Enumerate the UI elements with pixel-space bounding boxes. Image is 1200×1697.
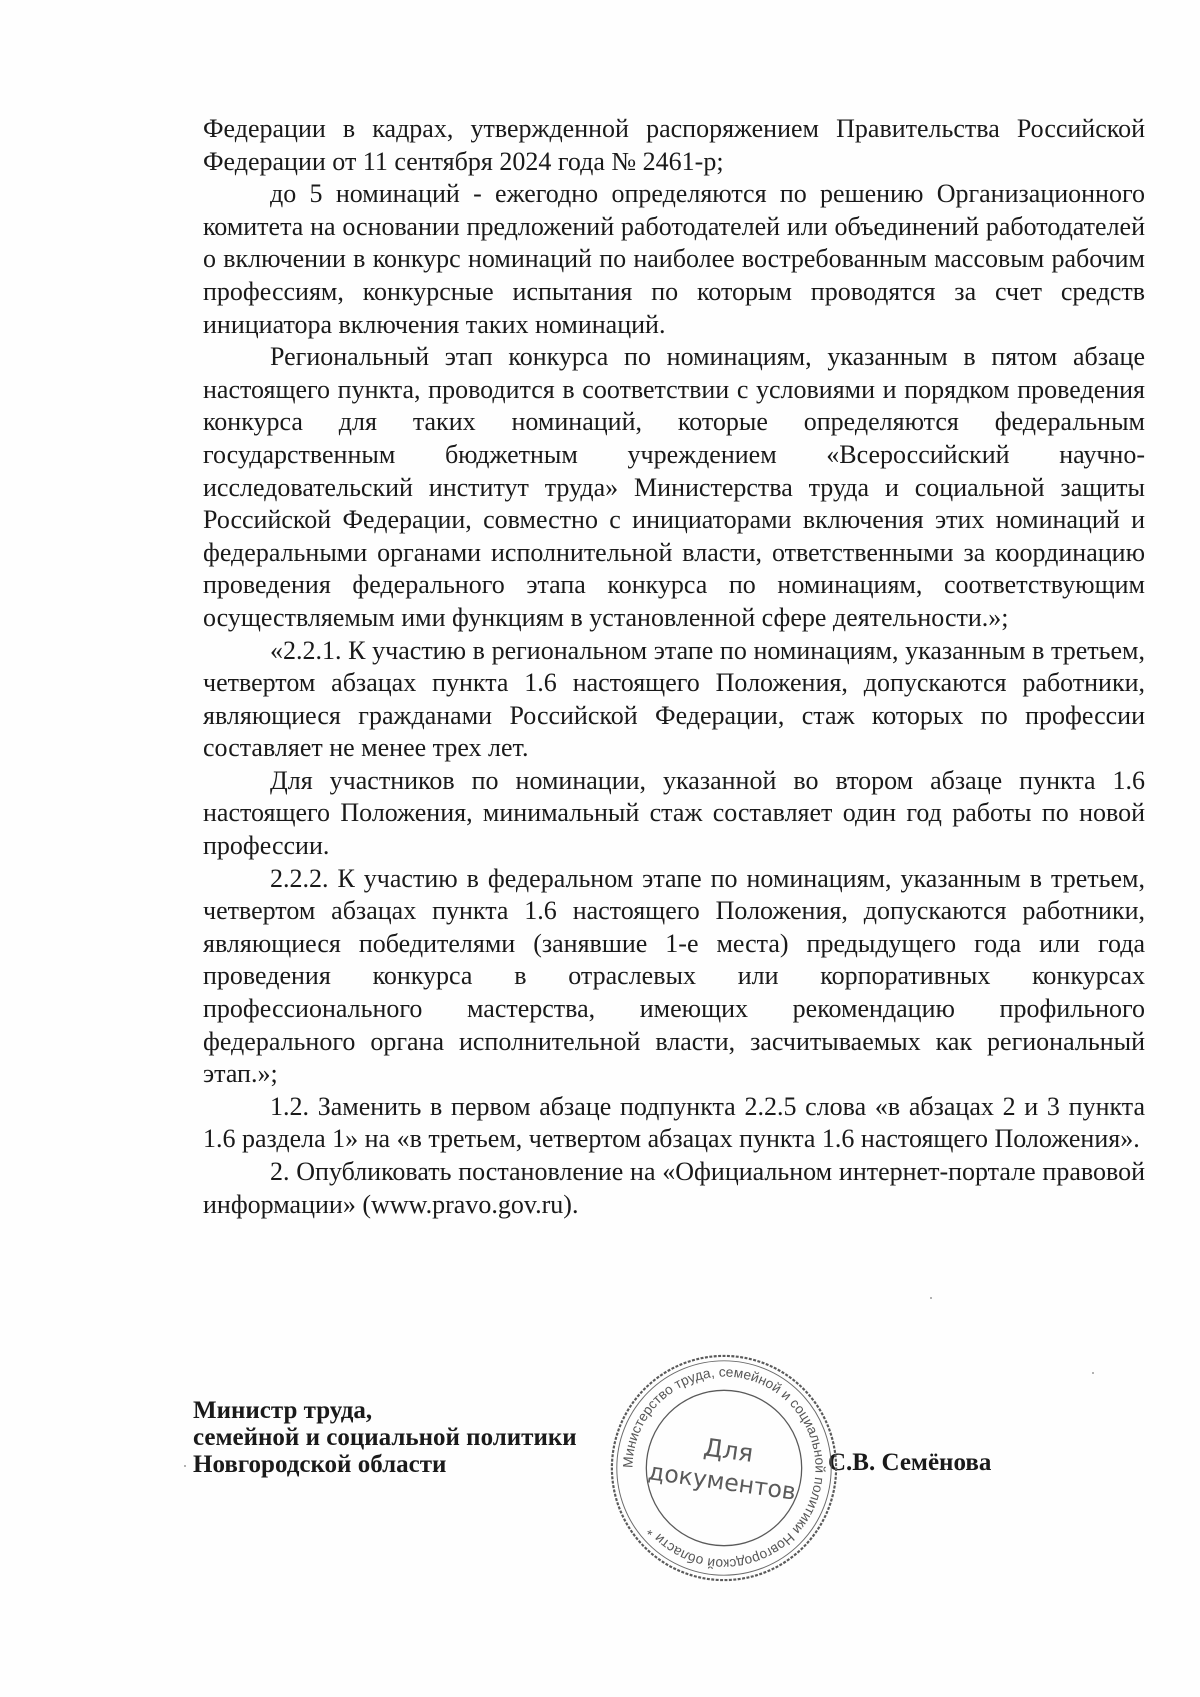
signatory-title-line-2: семейной и социальной политики [193, 1424, 577, 1451]
signatory-title-line-3: Новгородской области [193, 1451, 447, 1478]
document-body [203, 113, 1145, 1221]
signatory-name: С.В. Семёнова [828, 1449, 992, 1476]
stamp-center-line-2: документов [646, 1457, 798, 1506]
signatory-title [193, 1397, 577, 1478]
stamp-center-line-1: Для [701, 1432, 756, 1468]
paragraph-1: Федерации в кадрах, утвержденной распоряжением Правительства Российской Федерации от 11 сентября 2024 года № 2461-р; [203, 114, 1145, 176]
paragraph-8: 2. Опубликовать постановление на «Официальном интернет-портале правовой информации» (www.pravo.gov.ru). [203, 1157, 1145, 1219]
paragraph-4: «2.2.1. К участию в региональном этапе по номинациям, указанным в третьем, четвертом абзацах пункта 1.6 настоящего Положения, допускаются работники, являющиеся гражданами Российской Федерации, стаж которых по профессии составляет не менее трех лет. [203, 635, 1145, 763]
paragraph-7: 1.2. Заменить в первом абзаце подпункта 2.2.5 слова «в абзацах 2 и 3 пункта 1.6 раздела 1» на «в третьем, четвертом абзацах пункта 1.6 настоящего Положения». [203, 1091, 1145, 1154]
paragraph-3: Региональный этап конкурса по номинациям, указанным в пятом абзаце настоящего пункта, проводится в соответствии с условиями и порядком проведения конкурса для таких номинаций, которые определяются федеральным государственным бюджетным учреждением «Всероссийский научно-исследовательский институт труда» Министерства труда и социальной защиты Российской Федерации, совместно с инициаторами включения этих номинаций и федеральными органами исполнительной власти, ответственными за координацию проведения федерального этапа конкурса по номинациям, соответствующим осуществляемым ими функциям в установленной сфере деятельности.»; [203, 342, 1145, 632]
paragraph-5: Для участников по номинации, указанной во втором абзаце пункта 1.6 настоящего Положения, минимальный стаж составляет один год работы по новой профессии. [203, 765, 1145, 861]
paragraph-6: 2.2.2. К участию в федеральном этапе по номинациям, указанным в третьем, четвертом абзацах пункта 1.6 настоящего Положения, допускаются работники, являющиеся победителями (занявшие 1-е места) предыдущего года или года проведения конкурса в отраслевых или корпоративных конкурсах профессионального мастерства, имеющих рекомендацию профильного федерального органа исполнительной власти, засчитываемых как региональный этап.»; [203, 863, 1145, 1089]
signatory-title-line-1: Министр труда, [193, 1397, 373, 1424]
scan-speck [930, 1297, 932, 1299]
stamp-ring-text-path: Министерство труда, семейной и социальной политики Новгородской области * [620, 1364, 828, 1572]
scan-speck [1092, 1372, 1094, 1374]
paragraph-2: до 5 номинаций - ежегодно определяются по решению Организационного комитета на основании предложений работодателей или объединений работодателей о включении в конкурс номинаций по наиболее востребованным массовым рабочим профессиям, конкурсные испытания по которым проводятся за счет средств инициатора включения таких номинаций. [203, 179, 1145, 339]
scan-speck [184, 1465, 186, 1467]
official-seal-stamp [606, 1350, 842, 1586]
